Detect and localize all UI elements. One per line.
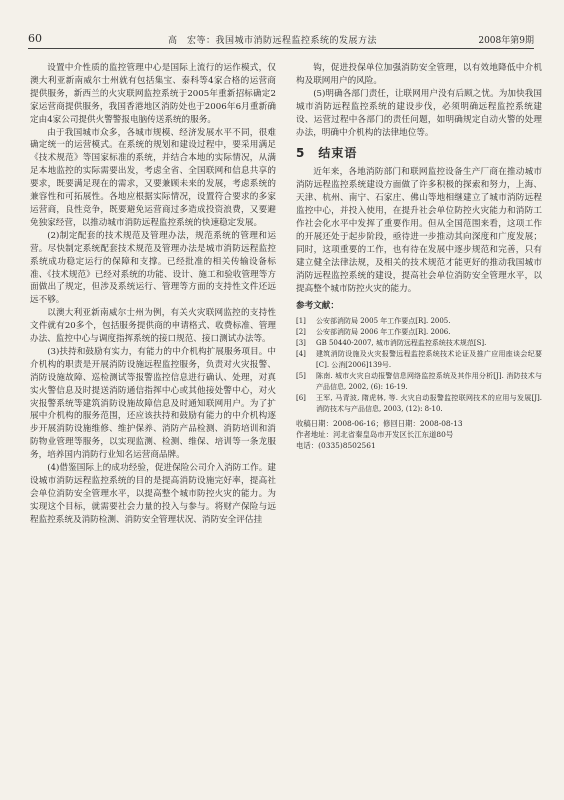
paragraph: (4)借鉴国际上的成功经验，促进保险公司介入消防工作。建设城市消防远程监控系统的目的是提高消防设施完好率，提高社会单位消防安全管理水平，以提高整个城市防控火灾的能力。为实现这个目标，就需要社会力量的投入与参与。将财产保险与远程监控系统及消防检测、消防安全管理状况、消防安全评估挂	[30, 463, 276, 525]
reference-item: [4] 建筑消防设施及火灾报警远程监控系统技术论证及推广应用座谈会纪要[C]. 公消[2006]139号.	[296, 350, 542, 370]
paragraph: (5)明确各部门责任，让联网用户没有后顾之忧。为加快我国城市消防远程监控系统的建设步伐，必须明确远程监控系统建设、运营过程中各部门的责任问题，如明确规定自动火警的处理办法，明确中介机构的法律地位等。	[296, 88, 542, 138]
section-heading: 5 结束语	[296, 146, 358, 161]
article-meta	[296, 418, 542, 451]
reference-item: [5] 陈南. 城市火灾自动报警信息网络监控系统及其作用分析[J]. 消防技术与产品信息, 2002, (6): 16-19.	[296, 372, 542, 392]
running-header	[28, 30, 534, 49]
issue-label: 2008年第9期	[478, 36, 534, 46]
reference-list	[296, 316, 542, 415]
reference-item: [6] 王军, 马青波, 隋虎林, 等. 火灾自动报警监控联网技术的应用与发展[J]. 消防技术与产品信息, 2003, (12): 8-10.	[296, 394, 542, 414]
author-address: 作者地址：河北省秦皇岛市开发区长江东道80号	[296, 430, 454, 440]
received-date: 收稿日期：2008-06-16；修回日期：2008-08-13	[296, 419, 463, 429]
author-phone: 电话：(0335)8502561	[296, 441, 376, 451]
paragraph: 设置中介性质的监控管理中心是国际上流行的运作模式，仅澳大利亚新南威尔士州就有包括集宝、泰科等4家合格的运营商提供服务，新西兰的火灾联网监控系统于2005年重新招标确定2家运营商提供服务，我国香港地区消防处也于2006年6月重新确定由4家公司提供火警警报电脑传送系统的服务。	[30, 63, 276, 125]
paragraph: 由于我国城市众多，各城市规模、经济发展水平不同，很难确定统一的运营模式。在系统的规划和建设过程中，要采用满足《技术规范》等国家标准的系统，并结合本地的实际情况，从满足本地监控的实际需要出发，考虑全省、全国联网和信息共享的要求，既要满足现在的需求，又要兼顾未来的发展，考虑系统的兼容性和可拓展性。各地应根据实际情况，设置符合要求的多家运营商，良性竞争，既要避免运营商过多造成投资浪费，又要避免独家经营，以推动城市消防远程监控系统的快速稳定发展。	[30, 127, 276, 228]
running-title: 高 宏等：我国城市消防远程监控系统的发展方法	[168, 36, 378, 46]
reference-item: [2] 公安部消防局 2006 年工作要点[R]. 2006.	[296, 328, 451, 337]
paragraph: 以澳大利亚新南威尔士州为例，有关火灾联网监控的支持性文件就有20多个，包括服务提供商的申请格式、收费标准、管理办法、监控中心与调度指挥系统的接口规范、接口测试办法等。	[30, 308, 276, 345]
page-number: 60	[28, 32, 42, 45]
paragraph: 钩，促进投保单位加强消防安全管理，以有效地降低中介机构及联网用户的风险。	[296, 63, 542, 86]
paragraph: 近年来，各地消防部门和联网监控设备生产厂商在推动城市消防远程监控系统建设方面做了许多积极的探索和努力，上海、天津、杭州、南宁、石家庄、佛山等地相继建立了城市消防远程监控中心，并投入使用，在提升社会单位防控火灾能力和消防工作社会化水平中发挥了重要作用。但从全国范围来看，这项工作的开展还处于起步阶段，亟待进一步推动其向深度和广度发展；同时，这项重要的工作，也有待在发展中逐步规范和完善，只有建立健全法律法规，及相关的技术规范才能更好的推动我国城市消防远程监控系统的建设，提高社会单位消防安全管理水平，以提高整个城市防控火灾的能力。	[296, 167, 542, 294]
reference-item: [3] GB 50440-2007, 城市消防远程监控系统技术规范[S].	[296, 339, 487, 348]
references-heading: 参考文献：	[296, 301, 339, 312]
reference-item: [1] 公安部消防局 2005 年工作要点[R]. 2005.	[296, 317, 451, 326]
paragraph: (3)扶持和鼓励有实力，有能力的中介机构扩展服务项目。中介机构的职责是开展消防设施远程监控服务，负责对火灾报警、消防设施故障、巡检测试等报警监控信息进行确认、处理，对真实火警信息及时提送消防通信指挥中心或其他接处警中心，对火灾报警系统等建筑消防设施故障信息及时通知联网用户。为了扩展中介机构的服务范围，还应该扶持和鼓励有能力的中介机构逐步开展消防设施维修、维护保养、消防产品检测、消防培训和消防物业管理等服务，以实现监测、检测、维保、培训等一条龙服务，培养国内消防行业知名运营商品牌。	[30, 346, 276, 461]
left-column	[30, 62, 276, 527]
paragraph: (2)制定配套的技术规范及管理办法，规范系统的管理和运营。尽快制定系统配套技术规范及管理办法是城市消防远程监控系统成功稳定运行的保障和支撑。已经批准的相关传输设备标准、《技术规范》已经对系统的功能、设计、施工和验收管理等方面做出了规定，但涉及系统运行、管理等方面的支持性文件还远远不够。	[30, 230, 276, 306]
right-column	[296, 62, 542, 451]
